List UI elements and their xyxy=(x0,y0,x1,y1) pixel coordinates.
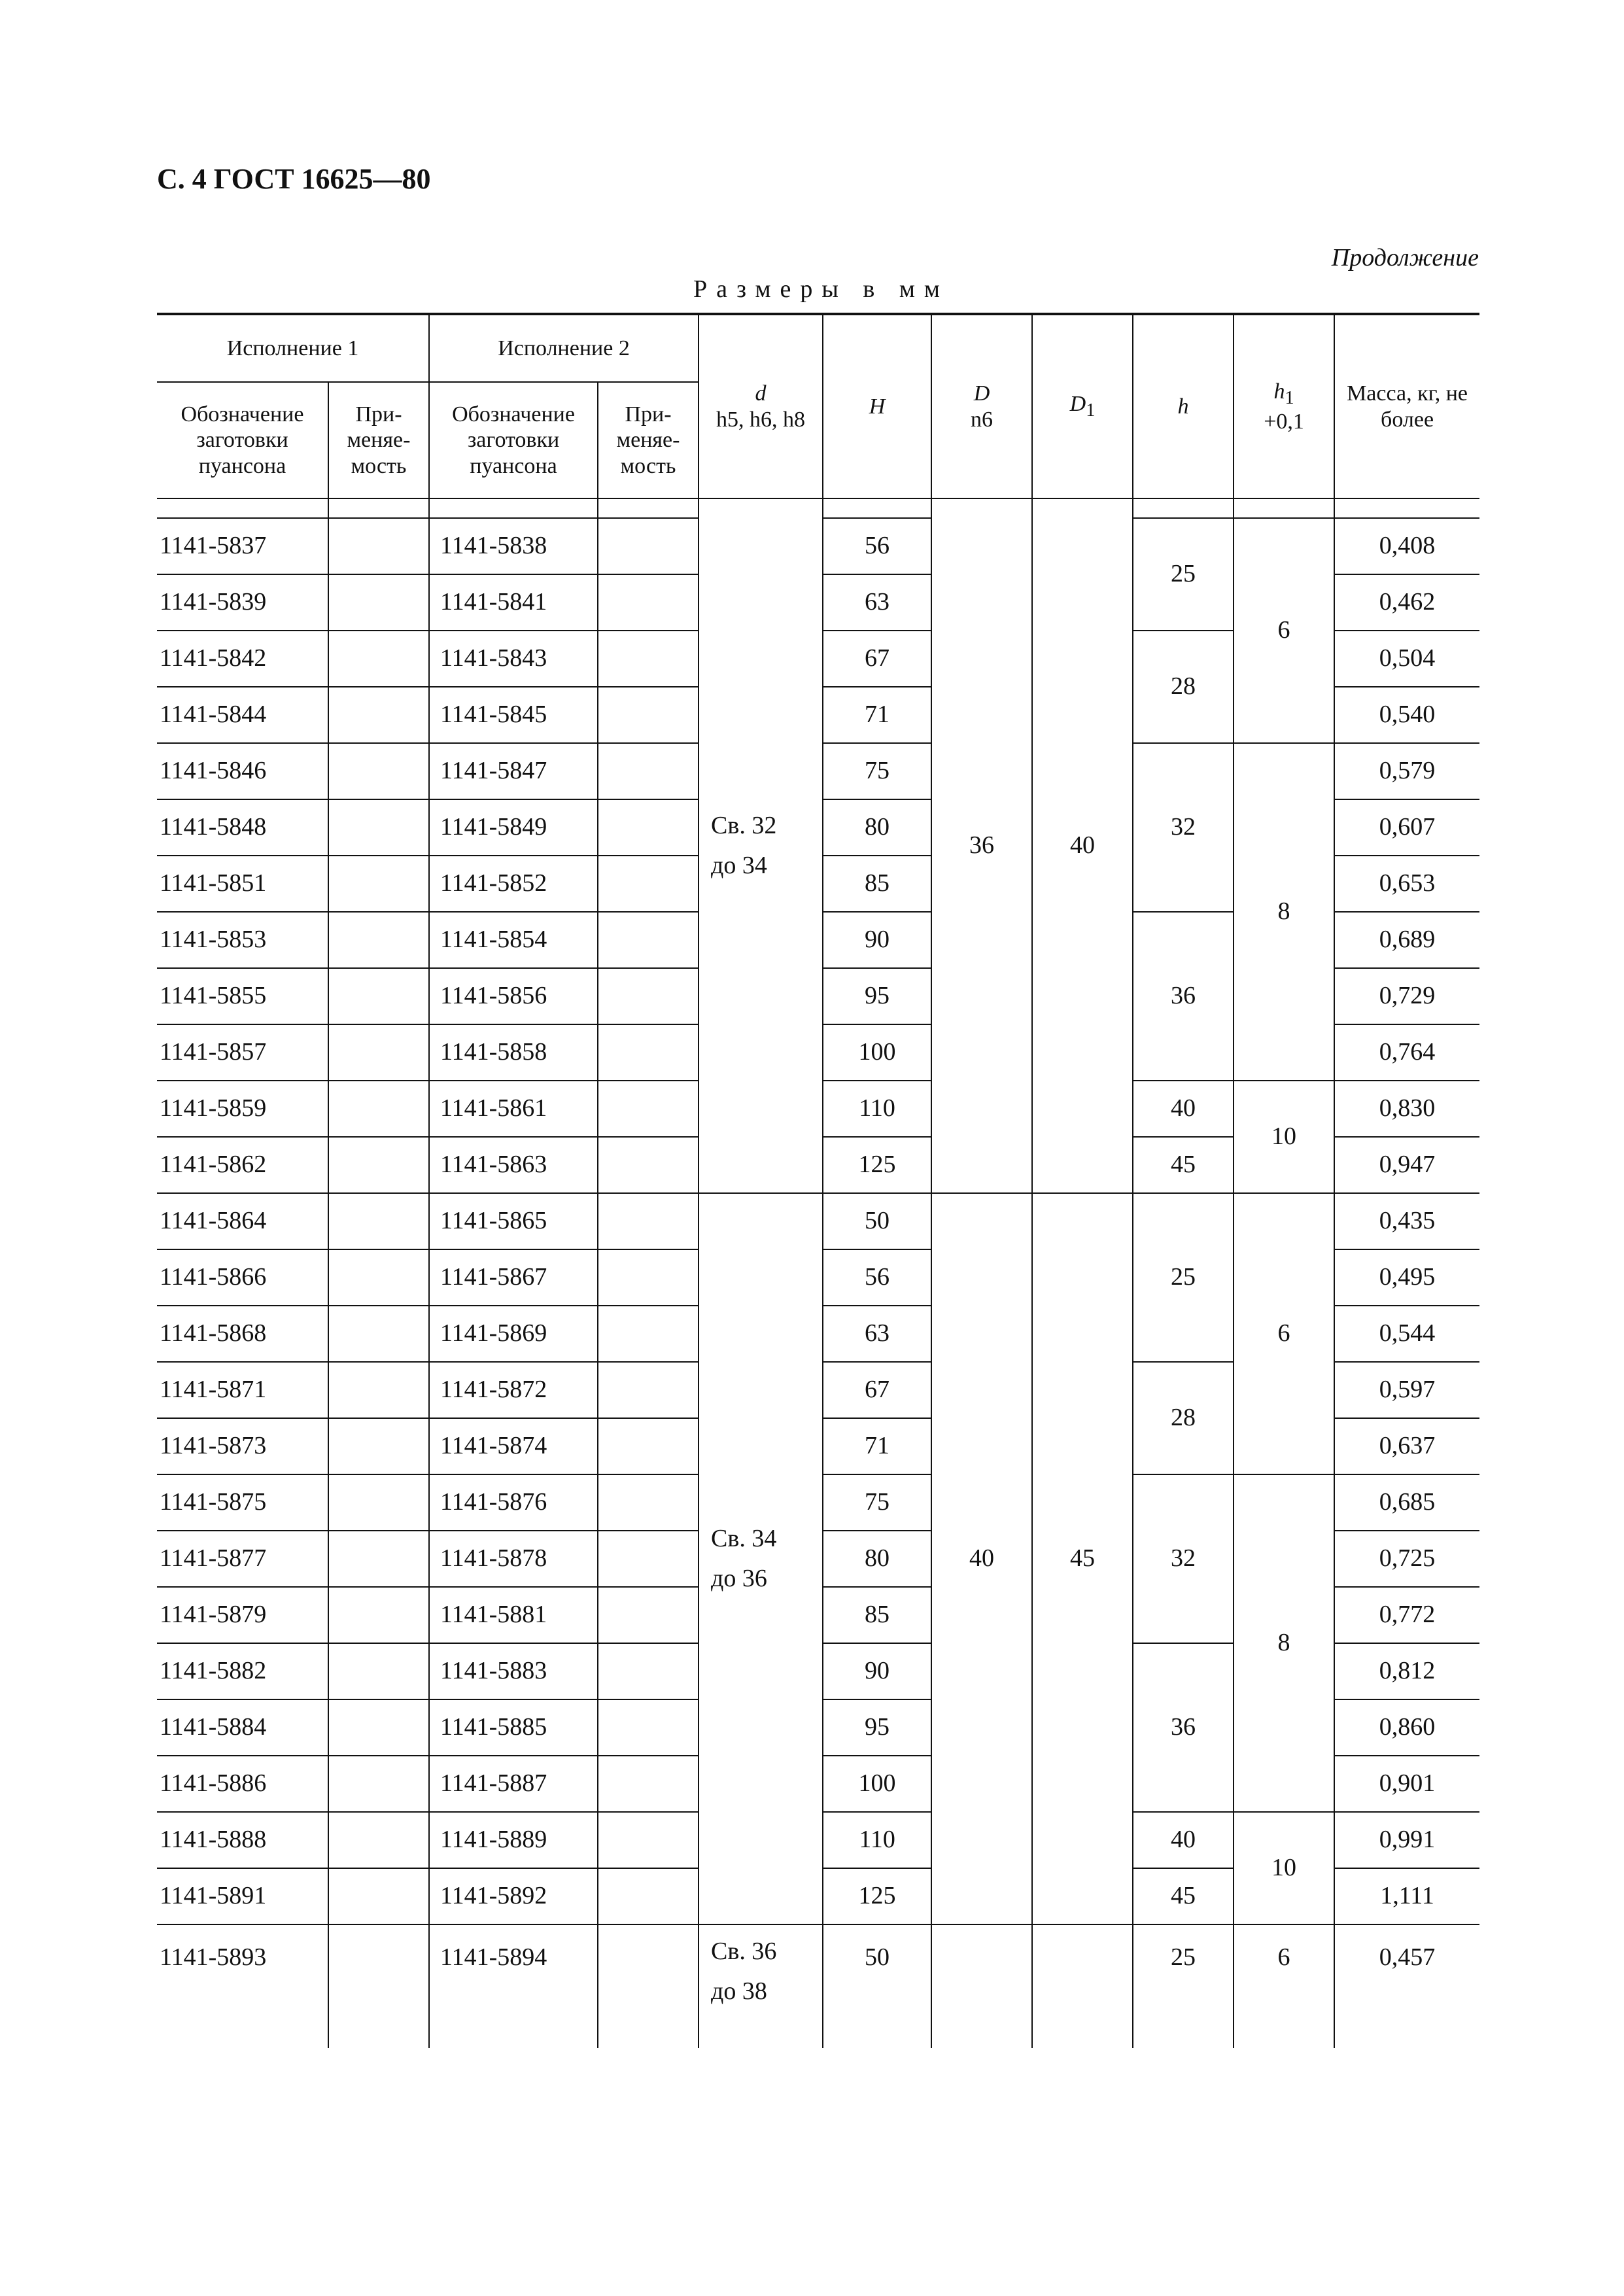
applicability-cell xyxy=(598,1868,699,1924)
code1-cell: 1141-5848 xyxy=(157,799,328,856)
code1-cell: 1141-5875 xyxy=(157,1474,328,1531)
code2-cell: 1141-5849 xyxy=(429,799,598,856)
h-cell: 45 xyxy=(1133,1868,1234,1924)
D-tolerance: n6 xyxy=(971,407,993,432)
d-range-3-to: до 38 xyxy=(711,1977,767,2005)
mass-cell: 0,830 xyxy=(1334,1081,1479,1137)
applicability-cell xyxy=(598,912,699,968)
applicability-cell xyxy=(328,1418,429,1474)
h1-cell: 6 xyxy=(1234,1193,1334,1474)
code1-cell: 1141-5853 xyxy=(157,912,328,968)
units-caption: Размеры в мм xyxy=(693,275,949,303)
applicability-cell xyxy=(328,574,429,631)
d-range-group-1 xyxy=(699,498,823,1193)
code1-cell: 1141-5884 xyxy=(157,1699,328,1756)
applicability-cell xyxy=(598,1531,699,1587)
code2-cell: 1141-5889 xyxy=(429,1812,598,1868)
D-group-2: 40 xyxy=(931,1193,1032,1924)
code2-cell: 1141-5852 xyxy=(429,856,598,912)
H-cell: 125 xyxy=(823,1137,931,1193)
h1-tolerance: +0,1 xyxy=(1264,409,1304,434)
code2-cell: 1141-5841 xyxy=(429,574,598,631)
applicability-cell xyxy=(598,1249,699,1306)
code2-cell: 1141-5861 xyxy=(429,1081,598,1137)
H-cell: 100 xyxy=(823,1756,931,1812)
applicability-cell xyxy=(328,968,429,1024)
h-cell: 36 xyxy=(1133,912,1234,1081)
mass-cell: 0,579 xyxy=(1334,743,1479,799)
code2-cell: 1141-5892 xyxy=(429,1868,598,1924)
code2-cell: 1141-5872 xyxy=(429,1362,598,1418)
applicability-cell xyxy=(328,912,429,968)
applicability-cell xyxy=(598,1756,699,1812)
H-cell: 75 xyxy=(823,743,931,799)
applicability-cell xyxy=(598,1812,699,1868)
H-cell: 95 xyxy=(823,968,931,1024)
applicability-cell xyxy=(328,1868,429,1924)
mass-cell: 0,685 xyxy=(1334,1474,1479,1531)
continuation-label: Продолжение xyxy=(1331,244,1479,271)
variant1-header: Исполнение 1 xyxy=(157,314,429,382)
d-range-1-to: до 34 xyxy=(711,852,767,879)
applicability-cell xyxy=(598,1362,699,1418)
code1-cell: 1141-5877 xyxy=(157,1531,328,1587)
h1-subscript: 1 xyxy=(1285,387,1294,408)
h-cell: 36 xyxy=(1133,1643,1234,1812)
applicability-cell xyxy=(598,1474,699,1531)
applicability-cell xyxy=(328,1643,429,1699)
H-cell: 80 xyxy=(823,799,931,856)
D-symbol: D xyxy=(973,381,990,406)
applicability-cell xyxy=(328,1587,429,1643)
mass-header: Масса, кг, не более xyxy=(1334,314,1479,498)
d-tolerance: h5, h6, h8 xyxy=(716,407,806,432)
H-cell: 90 xyxy=(823,1643,931,1699)
code1-cell: 1141-5859 xyxy=(157,1081,328,1137)
code1-cell: 1141-5839 xyxy=(157,574,328,631)
applicability-cell xyxy=(328,518,429,574)
code2-cell: 1141-5878 xyxy=(429,1531,598,1587)
mass-cell: 0,597 xyxy=(1334,1362,1479,1418)
code2-cell: 1141-5867 xyxy=(429,1249,598,1306)
applicability-cell xyxy=(328,631,429,687)
code2-cell: 1141-5847 xyxy=(429,743,598,799)
applicability-cell xyxy=(598,1024,699,1081)
code2-cell: 1141-5845 xyxy=(429,687,598,743)
applicability-cell xyxy=(598,743,699,799)
applicability-cell xyxy=(328,1362,429,1418)
code2-cell: 1141-5854 xyxy=(429,912,598,968)
spacer-row xyxy=(157,498,1479,518)
code2-cell: 1141-5881 xyxy=(429,1587,598,1643)
code2-cell: 1141-5863 xyxy=(429,1137,598,1193)
code2-cell: 1141-5838 xyxy=(429,518,598,574)
code1-cell: 1141-5886 xyxy=(157,1756,328,1812)
applicability-cell xyxy=(328,743,429,799)
D1-subscript: 1 xyxy=(1086,400,1096,421)
d-range-1-from: Св. 32 xyxy=(711,812,777,840)
h-cell: 28 xyxy=(1133,1362,1234,1474)
H-cell: 71 xyxy=(823,687,931,743)
code1-cell: 1141-5891 xyxy=(157,1868,328,1924)
code2-cell: 1141-5876 xyxy=(429,1474,598,1531)
h-cell: 25 xyxy=(1133,1924,1234,2048)
H-cell: 56 xyxy=(823,1249,931,1306)
page-header: С. 4 ГОСТ 16625—80 xyxy=(157,163,431,195)
applicability-cell xyxy=(328,1812,429,1868)
h-cell: 40 xyxy=(1133,1081,1234,1137)
applicability-cell xyxy=(598,518,699,574)
mass-cell: 0,408 xyxy=(1334,518,1479,574)
mass-cell: 0,764 xyxy=(1334,1024,1479,1081)
applicability-header-2: При- меняе- мость xyxy=(598,382,699,498)
applicability-cell xyxy=(598,631,699,687)
applicability-cell xyxy=(328,799,429,856)
code2-cell: 1141-5883 xyxy=(429,1643,598,1699)
H-header: H xyxy=(823,314,931,498)
h-cell: 25 xyxy=(1133,518,1234,631)
mass-cell: 0,991 xyxy=(1334,1812,1479,1868)
mass-cell: 0,544 xyxy=(1334,1306,1479,1362)
code1-cell: 1141-5842 xyxy=(157,631,328,687)
mass-cell: 0,689 xyxy=(1334,912,1479,968)
code1-cell: 1141-5846 xyxy=(157,743,328,799)
mass-cell: 0,947 xyxy=(1334,1137,1479,1193)
h-cell: 40 xyxy=(1133,1812,1234,1868)
H-cell: 85 xyxy=(823,1587,931,1643)
h-cell: 28 xyxy=(1133,631,1234,743)
h1-cell: 8 xyxy=(1234,1474,1334,1812)
applicability-cell xyxy=(598,687,699,743)
code1-cell: 1141-5873 xyxy=(157,1418,328,1474)
d-header xyxy=(699,314,823,498)
H-cell: 90 xyxy=(823,912,931,968)
h1-cell: 6 xyxy=(1234,518,1334,743)
applicability-cell xyxy=(328,1531,429,1587)
applicability-cell xyxy=(328,1081,429,1137)
mass-cell: 0,462 xyxy=(1334,574,1479,631)
variant2-header: Исполнение 2 xyxy=(429,314,699,382)
applicability-cell xyxy=(328,1699,429,1756)
code1-cell: 1141-5857 xyxy=(157,1024,328,1081)
d-range-2-from: Св. 34 xyxy=(711,1525,777,1553)
code1-cell: 1141-5862 xyxy=(157,1137,328,1193)
h1-symbol: h xyxy=(1273,379,1285,404)
blank-designation-header-2: Обозначение заготовки пуансона xyxy=(429,382,598,498)
applicability-cell xyxy=(598,1924,699,2048)
H-cell: 110 xyxy=(823,1081,931,1137)
H-cell: 67 xyxy=(823,1362,931,1418)
applicability-cell xyxy=(328,1306,429,1362)
code1-cell: 1141-5844 xyxy=(157,687,328,743)
applicability-cell xyxy=(598,1643,699,1699)
code2-cell: 1141-5885 xyxy=(429,1699,598,1756)
mass-cell: 0,901 xyxy=(1334,1756,1479,1812)
d-symbol: d xyxy=(755,381,767,406)
mass-cell: 0,457 xyxy=(1334,1924,1479,2048)
code2-cell: 1141-5869 xyxy=(429,1306,598,1362)
code1-cell: 1141-5837 xyxy=(157,518,328,574)
h-cell: 32 xyxy=(1133,743,1234,912)
applicability-cell xyxy=(598,574,699,631)
applicability-cell xyxy=(598,1587,699,1643)
applicability-cell xyxy=(598,856,699,912)
D1-group-2: 45 xyxy=(1032,1193,1133,1924)
mass-cell: 0,729 xyxy=(1334,968,1479,1024)
mass-cell: 0,860 xyxy=(1334,1699,1479,1756)
H-cell: 63 xyxy=(823,574,931,631)
applicability-cell xyxy=(598,1137,699,1193)
h1-cell: 6 xyxy=(1234,1924,1334,2048)
H-cell: 95 xyxy=(823,1699,931,1756)
H-cell: 67 xyxy=(823,631,931,687)
H-cell: 110 xyxy=(823,1812,931,1868)
code1-cell: 1141-5851 xyxy=(157,856,328,912)
code2-cell: 1141-5856 xyxy=(429,968,598,1024)
applicability-cell xyxy=(598,1418,699,1474)
code1-cell: 1141-5866 xyxy=(157,1249,328,1306)
code2-cell: 1141-5887 xyxy=(429,1756,598,1812)
H-cell: 75 xyxy=(823,1474,931,1531)
applicability-cell xyxy=(598,1193,699,1249)
applicability-cell xyxy=(328,1474,429,1531)
D1-group-1: 40 xyxy=(1032,498,1133,1193)
code2-cell: 1141-5874 xyxy=(429,1418,598,1474)
applicability-cell xyxy=(328,1193,429,1249)
applicability-cell xyxy=(598,1306,699,1362)
h1-cell: 10 xyxy=(1234,1812,1334,1924)
H-cell: 80 xyxy=(823,1531,931,1587)
h1-cell: 10 xyxy=(1234,1081,1334,1193)
mass-cell: 0,653 xyxy=(1334,856,1479,912)
mass-cell: 0,607 xyxy=(1334,799,1479,856)
applicability-cell xyxy=(598,1081,699,1137)
applicability-cell xyxy=(598,1699,699,1756)
applicability-cell xyxy=(328,1137,429,1193)
H-cell: 50 xyxy=(823,1193,931,1249)
D-header xyxy=(931,314,1032,498)
applicability-header-1: При- меняе- мость xyxy=(328,382,429,498)
d-range-2-to: до 36 xyxy=(711,1565,767,1592)
table-row xyxy=(157,1193,1479,1249)
H-cell: 100 xyxy=(823,1024,931,1081)
d-range-group-2 xyxy=(699,1193,823,1924)
applicability-cell xyxy=(598,968,699,1024)
applicability-cell xyxy=(328,1924,429,2048)
mass-cell: 0,812 xyxy=(1334,1643,1479,1699)
applicability-cell xyxy=(328,1249,429,1306)
code2-cell: 1141-5858 xyxy=(429,1024,598,1081)
code1-cell: 1141-5882 xyxy=(157,1643,328,1699)
d-range-3-from: Св. 36 xyxy=(711,1938,777,1965)
mass-cell: 0,435 xyxy=(1334,1193,1479,1249)
mass-cell: 0,504 xyxy=(1334,631,1479,687)
mass-cell: 0,637 xyxy=(1334,1418,1479,1474)
h1-header xyxy=(1234,314,1334,498)
h1-cell: 8 xyxy=(1234,743,1334,1081)
mass-cell: 0,495 xyxy=(1334,1249,1479,1306)
D-cell-empty xyxy=(931,1924,1032,2048)
H-cell: 50 xyxy=(823,1924,931,2048)
D1-cell-empty xyxy=(1032,1924,1133,2048)
D1-symbol: D xyxy=(1069,392,1086,417)
table-row xyxy=(157,1924,1479,2048)
H-cell: 85 xyxy=(823,856,931,912)
D-group-1: 36 xyxy=(931,498,1032,1193)
code1-cell: 1141-5864 xyxy=(157,1193,328,1249)
applicability-cell xyxy=(328,1756,429,1812)
code2-cell: 1141-5894 xyxy=(429,1924,598,2048)
dimensions-table xyxy=(157,313,1479,2048)
mass-cell: 0,772 xyxy=(1334,1587,1479,1643)
H-cell: 71 xyxy=(823,1418,931,1474)
h-cell: 32 xyxy=(1133,1474,1234,1643)
D1-header xyxy=(1032,314,1133,498)
h-cell: 45 xyxy=(1133,1137,1234,1193)
H-cell: 125 xyxy=(823,1868,931,1924)
code1-cell: 1141-5868 xyxy=(157,1306,328,1362)
H-cell: 63 xyxy=(823,1306,931,1362)
mass-cell: 1,111 xyxy=(1334,1868,1479,1924)
h-header: h xyxy=(1133,314,1234,498)
mass-cell: 0,725 xyxy=(1334,1531,1479,1587)
applicability-cell xyxy=(328,1024,429,1081)
code1-cell: 1141-5879 xyxy=(157,1587,328,1643)
H-cell: 56 xyxy=(823,518,931,574)
code1-cell: 1141-5871 xyxy=(157,1362,328,1418)
code1-cell: 1141-5888 xyxy=(157,1812,328,1868)
applicability-cell xyxy=(328,687,429,743)
applicability-cell xyxy=(328,856,429,912)
code2-cell: 1141-5865 xyxy=(429,1193,598,1249)
applicability-cell xyxy=(598,799,699,856)
code1-cell: 1141-5855 xyxy=(157,968,328,1024)
code2-cell: 1141-5843 xyxy=(429,631,598,687)
h-cell: 25 xyxy=(1133,1193,1234,1362)
blank-designation-header-1: Обозначение заготовки пуансона xyxy=(157,382,328,498)
mass-cell: 0,540 xyxy=(1334,687,1479,743)
d-range-group-3 xyxy=(699,1924,823,2048)
code1-cell: 1141-5893 xyxy=(157,1924,328,2048)
